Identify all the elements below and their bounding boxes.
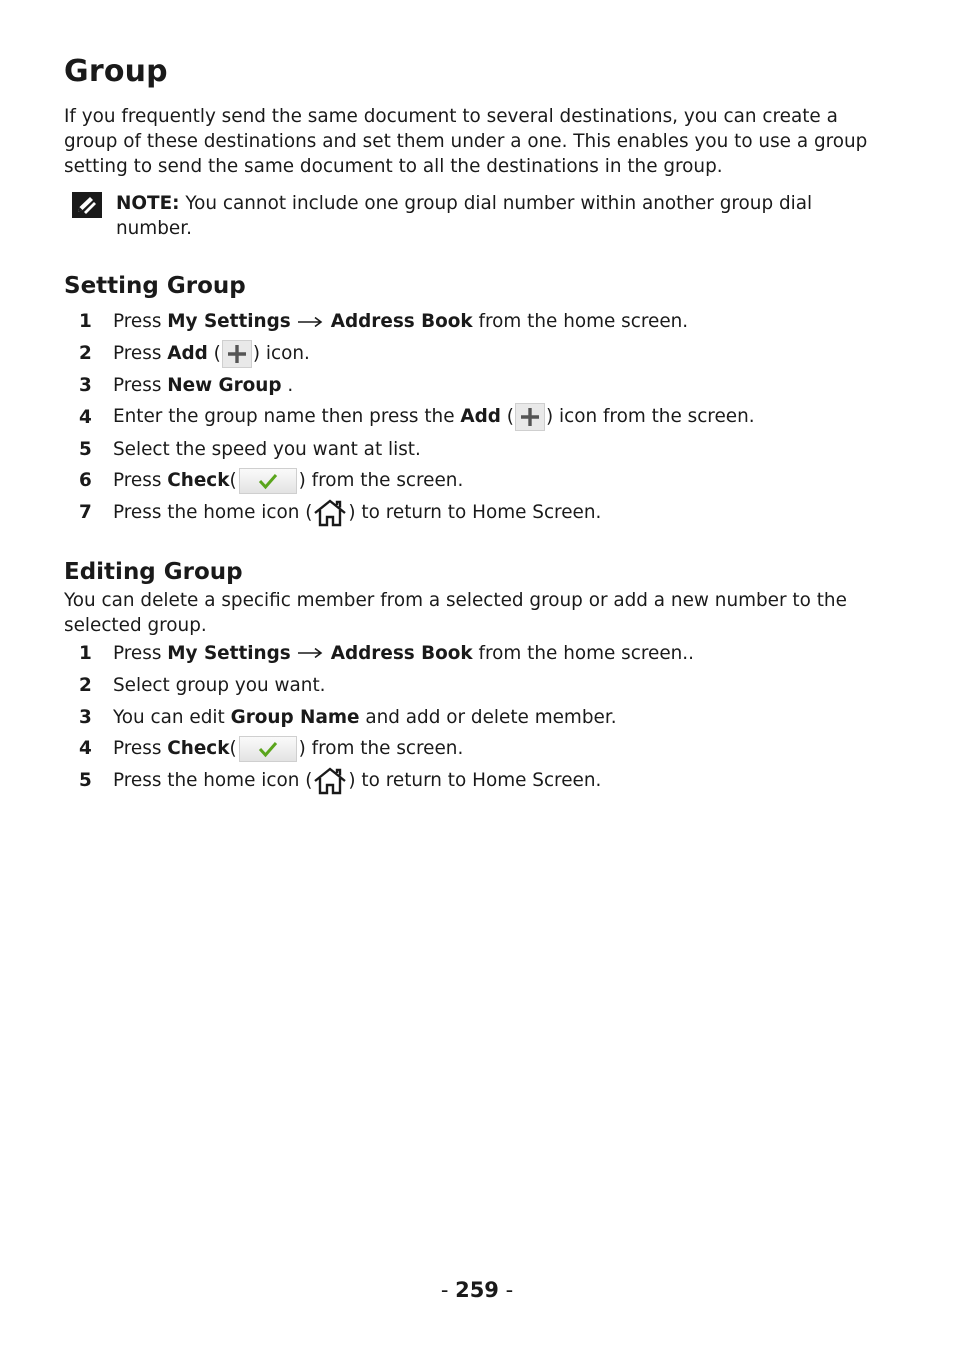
- step-item: [64, 497, 890, 529]
- step-text-part: Press the home icon (: [113, 769, 313, 791]
- step-text: Select the speed you want at list.: [113, 438, 421, 460]
- step-item: [64, 433, 890, 465]
- step-text: [113, 767, 601, 795]
- step-text-part: Press the home icon (: [113, 501, 313, 523]
- step-text: [113, 643, 694, 665]
- note-box: [64, 191, 890, 241]
- editing-group-heading: Editing Group: [64, 558, 243, 585]
- step-item: [64, 733, 890, 765]
- menu-address-book: Address Book: [330, 311, 473, 333]
- add-label: Add: [167, 342, 208, 364]
- step-text-part: from the home screen..: [472, 642, 694, 664]
- step-text-part: ) to return to Home Screen.: [348, 769, 602, 791]
- step-item: [64, 765, 890, 797]
- step-text-part: Press: [113, 737, 168, 759]
- step-text-part: (: [207, 342, 221, 364]
- step-text-part: Press: [113, 469, 168, 491]
- step-item: [64, 401, 890, 433]
- step-text-part: Enter the group name then press the: [113, 406, 461, 428]
- add-label: Add: [460, 406, 501, 428]
- step-number: 3: [79, 374, 92, 396]
- plus-icon: [222, 340, 252, 368]
- step-text-part: (: [229, 469, 237, 491]
- step-number: 1: [79, 642, 92, 664]
- step-item: [64, 701, 890, 733]
- step-text-part: ) from the screen.: [298, 737, 464, 759]
- step-number: 7: [79, 502, 92, 524]
- editing-intro-paragraph: You can delete a specific member from a selected group or add a new number to the selected group.: [64, 589, 847, 636]
- setting-group-steps: [64, 306, 890, 529]
- footer-suffix: -: [498, 1278, 514, 1302]
- step-item: [64, 338, 890, 370]
- menu-my-settings: My Settings: [167, 311, 291, 333]
- group-name-label: Group Name: [230, 706, 360, 728]
- step-text: [113, 707, 617, 728]
- step-text-part: and add or delete member.: [359, 706, 617, 728]
- check-label: Check: [167, 737, 230, 759]
- step-text-part: Press: [113, 311, 168, 333]
- step-text-part: from the home screen.: [472, 311, 689, 333]
- step-number: 3: [79, 706, 92, 728]
- step-text-part: .: [281, 374, 294, 396]
- step-text-part: ) icon from the screen.: [545, 406, 755, 428]
- step-text-part: ) icon.: [252, 342, 310, 364]
- home-icon: [312, 767, 348, 795]
- step-number: 1: [79, 311, 92, 333]
- step-number: 6: [79, 470, 92, 492]
- step-text: [113, 736, 463, 762]
- step-text: [113, 375, 293, 396]
- check-icon: [239, 468, 297, 494]
- step-text-part: You can edit: [113, 706, 231, 728]
- step-text: [113, 499, 601, 527]
- home-icon: [312, 499, 348, 527]
- step-item: [64, 370, 890, 402]
- step-number: 2: [79, 343, 92, 365]
- note-pencil-icon: [72, 192, 102, 218]
- check-icon: [239, 736, 297, 762]
- step-text-part: ) from the screen.: [298, 469, 464, 491]
- step-number: 2: [79, 674, 92, 696]
- step-text: [113, 340, 310, 368]
- step-text: Select group you want.: [113, 674, 326, 696]
- step-number: 5: [79, 770, 92, 792]
- step-text-part: Press: [113, 374, 168, 396]
- step-text-part: (: [229, 737, 237, 759]
- plus-icon: [515, 403, 545, 431]
- step-number: 4: [79, 406, 92, 428]
- step-item: [64, 638, 890, 670]
- note-label: NOTE:: [116, 193, 180, 214]
- new-group-label: New Group: [167, 374, 282, 396]
- arrow-right-icon: [297, 312, 323, 333]
- step-item: [64, 669, 890, 701]
- step-text-part: (: [500, 406, 514, 428]
- note-body: You cannot include one group dial number within another group dial number.: [116, 193, 813, 239]
- footer-prefix: -: [440, 1278, 456, 1302]
- arrow-right-icon: [297, 643, 323, 664]
- setting-group-heading: Setting Group: [64, 273, 246, 299]
- step-text-part: ) to return to Home Screen.: [348, 501, 602, 523]
- step-text-part: Press: [113, 642, 168, 664]
- menu-address-book: Address Book: [330, 642, 473, 664]
- step-number: 5: [79, 438, 92, 460]
- page-footer: [0, 1278, 954, 1302]
- page-content: [64, 52, 890, 797]
- check-label: Check: [167, 469, 230, 491]
- step-item: [64, 465, 890, 497]
- step-number: 4: [79, 738, 92, 760]
- step-text-part: Press: [113, 342, 168, 364]
- step-text: [113, 311, 688, 333]
- step-item: [64, 306, 890, 338]
- step-text: [113, 403, 755, 431]
- intro-paragraph: If you frequently send the same document to several destinations, you can create a group of these destinations and set them under a one. This enables you to use a group setting to send the same document to all the destinations in the group.: [64, 106, 868, 177]
- editing-group-steps: [64, 638, 890, 797]
- step-text: [113, 468, 463, 494]
- menu-my-settings: My Settings: [167, 642, 291, 664]
- page-number: 259: [455, 1278, 499, 1302]
- note-text: [116, 191, 890, 241]
- page-title: Group: [64, 54, 168, 89]
